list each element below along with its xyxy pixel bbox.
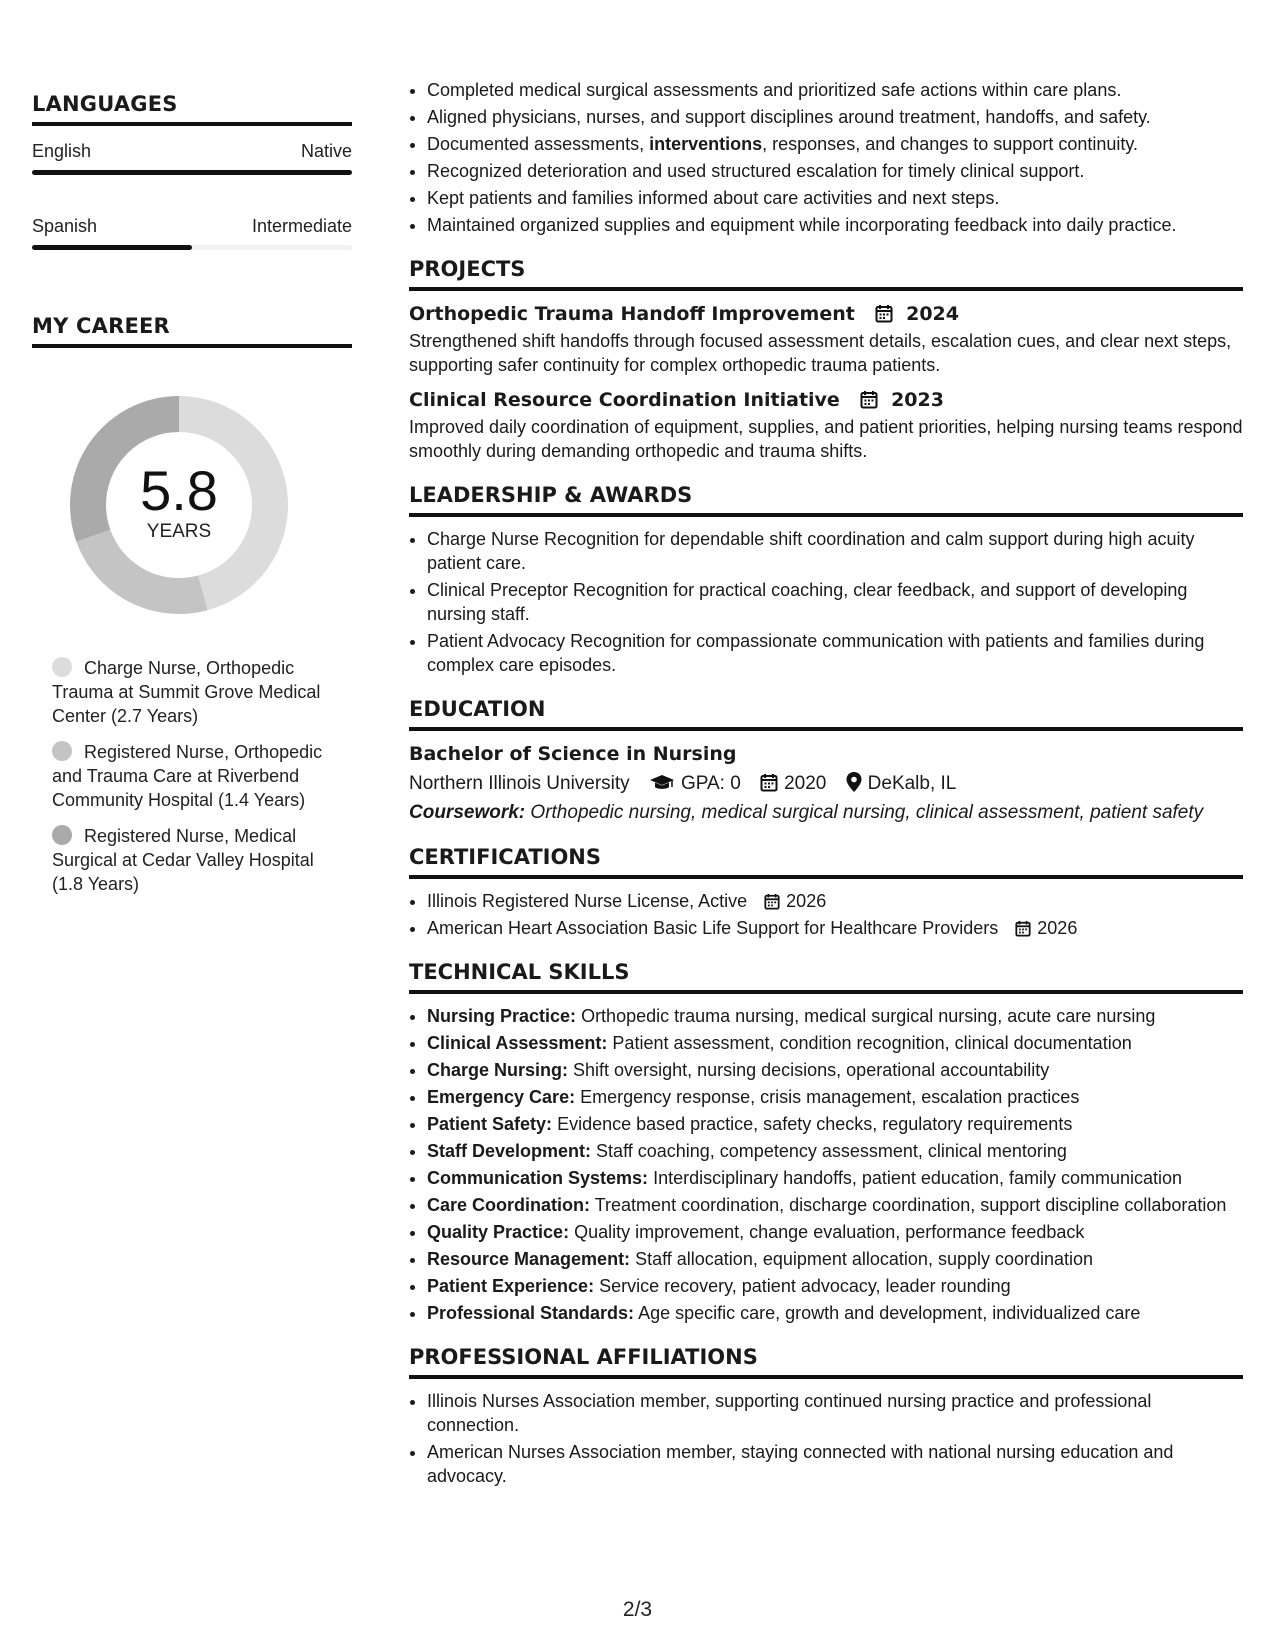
certifications-list	[409, 889, 1243, 940]
affiliation-item: • American Nurses Association member, staying connected with national nursing education and advocacy.	[427, 1440, 1243, 1488]
education-meta	[409, 769, 1243, 799]
languages-heading: LANGUAGES	[32, 92, 352, 126]
legend-dot-icon	[52, 657, 72, 677]
project-name: Orthopedic Trauma Handoff Improvement	[409, 303, 855, 325]
certification-year: 2026	[786, 891, 827, 911]
education-location: DeKalb, IL	[867, 773, 957, 794]
career-total-value: 5.8	[140, 459, 218, 522]
calendar-icon	[1015, 920, 1031, 937]
skill-item	[427, 1274, 1243, 1298]
language-proficiency-bar	[32, 170, 352, 175]
experience-bullets	[409, 78, 1243, 237]
skill-category: Charge Nursing:	[427, 1060, 569, 1080]
legend-dot-icon	[52, 741, 72, 761]
project-item	[409, 387, 1243, 463]
calendar-icon	[860, 390, 878, 409]
certification-name: American Heart Association Basic Life Support for Healthcare Providers	[427, 918, 999, 938]
language-name: Spanish	[32, 216, 98, 236]
language-proficiency-fill	[32, 170, 352, 175]
education-degree: Bachelor of Science in Nursing	[409, 743, 737, 765]
career-heading: MY CAREER	[32, 314, 352, 348]
skill-values: Staff coaching, competency assessment, clinical mentoring	[596, 1141, 1067, 1161]
education-heading: EDUCATION	[409, 697, 1243, 731]
education-coursework	[409, 801, 1243, 825]
coursework-label: Coursework:	[409, 802, 526, 823]
experience-bullet: • Aligned physicians, nurses, and support disciplines around treatment, handoffs, and safety.	[427, 105, 1243, 129]
language-name: English	[32, 141, 92, 161]
career-role-label: Charge Nurse, Orthopedic Trauma at Summit Grove Medical Center (2.7 Years)	[52, 658, 321, 726]
certifications-heading: CERTIFICATIONS	[409, 845, 1243, 879]
skill-item	[427, 1112, 1243, 1136]
language-level: Native	[300, 141, 352, 161]
project-description: Improved daily coordination of equipment, supplies, and patient priorities, helping nursing teams respond smoothly during demanding orthopedic and trauma shifts.	[409, 417, 1243, 461]
calendar-icon	[764, 893, 780, 910]
skill-item	[427, 1301, 1243, 1325]
skill-item	[427, 1085, 1243, 1109]
affiliation-item: • Illinois Nurses Association member, supporting continued nursing practice and professional connection.	[427, 1389, 1243, 1437]
skill-values: Treatment coordination, discharge coordination, support discipline collaboration	[594, 1195, 1227, 1215]
skill-category: Care Coordination:	[427, 1195, 591, 1215]
career-role-label: Registered Nurse, Orthopedic and Trauma Care at Riverbend Community Hospital (1.4 Years)	[52, 742, 323, 810]
certification-item	[427, 916, 1243, 940]
skill-values: Quality improvement, change evaluation, performance feedback	[574, 1222, 1085, 1242]
skill-category: Patient Safety:	[427, 1114, 553, 1134]
certification-name: Illinois Registered Nurse License, Active	[427, 891, 748, 911]
skill-values: Staff allocation, equipment allocation, supply coordination	[635, 1249, 1094, 1269]
skill-values: Age specific care, growth and development, individualized care	[638, 1303, 1141, 1323]
experience-bullet: • Completed medical surgical assessments and prioritized safe actions within care plans.	[427, 78, 1243, 102]
skill-category: Patient Experience:	[427, 1276, 595, 1296]
right-column	[409, 78, 1243, 1491]
experience-bullet: • Kept patients and families informed about care activities and next steps.	[427, 186, 1243, 210]
career-donut-chart	[64, 390, 294, 620]
career-legend-item	[52, 824, 332, 896]
skill-category: Communication Systems:	[427, 1168, 649, 1188]
skill-values: Interdisciplinary handoffs, patient education, family communication	[653, 1168, 1183, 1188]
calendar-icon	[760, 773, 778, 792]
education-gpa: GPA: 0	[680, 773, 741, 794]
project-year: 2023	[891, 389, 944, 411]
language-proficiency-fill	[32, 245, 192, 250]
career-legend-item	[52, 656, 332, 728]
education-school: Northern Illinois University	[409, 773, 630, 794]
certification-year: 2026	[1037, 918, 1078, 938]
skill-item	[427, 1139, 1243, 1163]
language-item	[32, 140, 352, 175]
project-name: Clinical Resource Coordination Initiative	[409, 389, 840, 411]
left-column	[32, 92, 352, 908]
education-year: 2020	[784, 773, 827, 794]
skill-category: Staff Development:	[427, 1141, 592, 1161]
skill-values: Shift oversight, nursing decisions, operational accountability	[573, 1060, 1050, 1080]
skill-item	[427, 1166, 1243, 1190]
projects-heading: PROJECTS	[409, 257, 1243, 291]
experience-bullet: • Recognized deterioration and used structured escalation for timely clinical support.	[427, 159, 1243, 183]
skill-item	[427, 1004, 1243, 1028]
bold-keyword: interventions	[649, 134, 763, 154]
language-level: Intermediate	[251, 216, 352, 236]
skill-values: Orthopedic trauma nursing, medical surgical nursing, acute care nursing	[581, 1006, 1156, 1026]
project-year: 2024	[906, 303, 959, 325]
skill-values: Service recovery, patient advocacy, leader rounding	[599, 1276, 1011, 1296]
leadership-item: • Clinical Preceptor Recognition for practical coaching, clear feedback, and support of developing nursing staff.	[427, 578, 1243, 626]
language-proficiency-bar	[32, 245, 352, 250]
affiliations-heading: PROFESSIONAL AFFILIATIONS	[409, 1345, 1243, 1379]
legend-dot-icon	[52, 825, 72, 845]
career-role-label: Registered Nurse, Medical Surgical at Cedar Valley Hospital (1.8 Years)	[52, 826, 314, 894]
certification-item	[427, 889, 1243, 913]
skill-category: Professional Standards:	[427, 1303, 635, 1323]
experience-bullet: • Documented assessments, interventions, responses, and changes to support continuity.	[427, 132, 1243, 156]
skill-item	[427, 1247, 1243, 1271]
skill-values: Evidence based practice, safety checks, regulatory requirements	[557, 1114, 1073, 1134]
skill-category: Emergency Care:	[427, 1087, 576, 1107]
skill-category: Resource Management:	[427, 1249, 631, 1269]
page-number: 2/3	[622, 1598, 653, 1621]
career-legend-item	[52, 740, 332, 812]
skill-category: Clinical Assessment:	[427, 1033, 608, 1053]
career-total-unit: YEARS	[146, 521, 212, 542]
affiliations-list	[409, 1389, 1243, 1488]
skills-heading: TECHNICAL SKILLS	[409, 960, 1243, 994]
leadership-list	[409, 527, 1243, 677]
leadership-item: • Charge Nurse Recognition for dependable shift coordination and calm support during high acuity patient care.	[427, 527, 1243, 575]
project-item	[409, 301, 1243, 377]
coursework-text: Orthopedic nursing, medical surgical nursing, clinical assessment, patient safety	[530, 802, 1204, 823]
calendar-icon	[875, 304, 893, 323]
location-pin-icon	[846, 772, 862, 792]
languages-list	[32, 140, 352, 250]
leadership-item: • Patient Advocacy Recognition for compassionate communication with patients and families during complex care episodes.	[427, 629, 1243, 677]
skills-list	[409, 1004, 1243, 1325]
skill-values: Patient assessment, condition recognition, clinical documentation	[612, 1033, 1132, 1053]
skill-item	[427, 1220, 1243, 1244]
skill-item	[427, 1031, 1243, 1055]
project-description: Strengthened shift handoffs through focused assessment details, escalation cues, and clear next steps, supporting safer continuity for complex orthopedic trauma patients.	[409, 331, 1232, 375]
language-item	[32, 215, 352, 250]
skill-item	[427, 1193, 1243, 1217]
skill-values: Emergency response, crisis management, escalation practices	[580, 1087, 1080, 1107]
leadership-heading: LEADERSHIP & AWARDS	[409, 483, 1243, 517]
graduation-cap-icon	[649, 774, 675, 792]
experience-bullet: • Maintained organized supplies and equipment while incorporating feedback into daily practice.	[427, 213, 1243, 237]
career-legend	[52, 656, 332, 896]
skill-category: Nursing Practice:	[427, 1006, 577, 1026]
skill-category: Quality Practice:	[427, 1222, 570, 1242]
skill-item	[427, 1058, 1243, 1082]
